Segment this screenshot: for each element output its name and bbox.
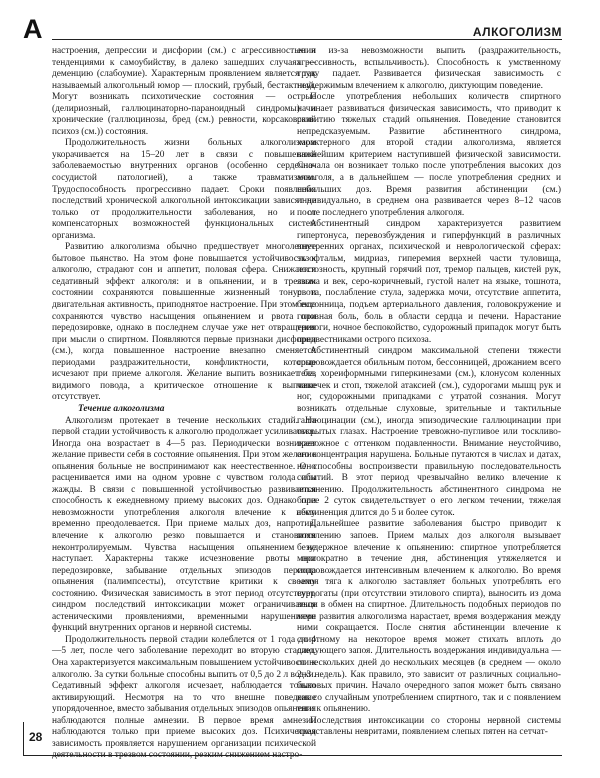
right-column: [297, 46, 561, 739]
page-number-divider: [23, 722, 24, 755]
paragraph: После употребления небольших количеств спиртного начинает развиваться физическая зависимость, что приводит к развитию тяжелых стадий опьянения. Поведение становится непредсказуемым. Развитие абстинентного синдрома, характерного для второй стадии алкоголизма, является важнейшим критерием наступившей физической зависимости. Сначала он возникает только после употребления высоких доз алкоголя, а в дальнейшем — после употребления средних и небольших доз. Время развития абстиненции (см.) индивидуально, в среднем она развивается через 8–12 часов после последнего употребления алкоголя.: [297, 92, 561, 218]
footer-rule: [23, 755, 562, 756]
paragraph: настроения, депрессии и дисфории (см.) с агрессивностью и тенденциями к самоубийству, в далеко зашедших случаях — деменцию (слабоумие). Характерным проявлением является так называемый алкогольный юмор — плоский, грубый, бестактный. Могут возникать психотические состояния — острые (делириозный, галлюцинаторно-параноидный синдромы) и хронические (галлюцинозы, бред (см.) ревности, корсаковский психоз (см.)) состояния.: [52, 46, 316, 137]
paragraph: Продолжительность первой стадии колеблется от 1 года до 4—5 лет, после чего заболевание переходит во вторую стадию. Она характеризуется максимальным повышением устойчивости к алкоголю. За сутки больные способны выпить от 0,5 до 2 л водки. Седативный эффект алкоголя исчезает, наблюдается только активирующий. Несмотря на то что внешне поведение упорядоченное, вместо забывания отдельных эпизодов опьянения наблюдаются полные амнезии. В первое время амнезии наблюдаются только при приеме высоких доз. Психическая зависимость проявляется нарушением организации психической деятельности в трезвом состоянии, резким снижением настро-: [52, 634, 316, 761]
page-number: 28: [29, 730, 43, 744]
paragraph: Последствия интоксикации со стороны нервной системы представлены невритами, появлением слепых пятен на сетчат-: [297, 715, 561, 738]
section-subheading: Течение алкоголизма: [78, 403, 165, 414]
section-letter: А: [23, 14, 43, 44]
paragraph: Продолжительность жизни больных алкоголизмом укорачивается на 15–20 лет в связи с повышенной заболеваемостью внутренних органов (особенно сердечно-сосудистой патологией), а также травматизмом. Трудоспособность прогрессивно падает. Сроки появления последствий хронической алкогольной интоксикации зависят не только от продолжительности заболевания, но и от компенсаторных возможностей функциональных систем организма.: [52, 138, 316, 241]
paragraph: Алкоголизм протекает в течение нескольких стадий. На первой стадии устойчивость к алкоголю продолжает усиливаться. Иногда она возрастает в 4—5 раз. Периодически возникает желание привести себя в состояние опьянения. При этом желание опьянения больные не воспринимают как неестественное. Оно расценивается ими на одном уровне с чувством голода или жажды. В связи с повышенной устойчивостью развивается способность к ежедневному приему высоких доз. Однако при невозможности употребления алкоголя влечение к нему временно преодолевается. При приеме малых доз, напротив, влечение к алкоголю резко повышается и становится неконтролируемым. Чувства насыщения опьянением не наступает. Характерны также исчезновение рвоты при передозировке, забывание отдельных эпизодов периода опьянения (палимпсесты), отсутствие критики к своему состоянию. Физическая зависимость в этот период отсутствует, синдром последствий интоксикации может ограничиваться астеническими проявлениями, временными нарушениями функций внутренних органов и нервной системы.: [52, 415, 316, 634]
paragraph: Абстинентный синдром максимальной степени тяжести сопровождается обильным потом, бессонницей, дрожанием всего тела, хореиформными гиперкинезами (см.), клонусом коленных чашечек и стоп, тяжелой атаксией (см.), судорогами мышц рук и ног, судорожными припадками с утратой сознания. Могут возникать отдельные слуховые, зрительные и тактильные галлюцинации (см.), иногда эпизодические галлюцинации при открытых глазах. Настроение тревожно-пугливое или тоскливо-тревожное с оттенком подавленности. Внимание неустойчиво, его концентрация нарушена. Больные путаются в числах и датах, не способны воспроизвести правильную последовательность событий. В этот период чрезвычайно велико влечение к опьянению. Продолжительность абстинентного синдрома не более 2 суток свидетельствует о его легком течении, тяжелая абстиненция длится до 5 и более суток.: [297, 346, 561, 518]
left-column: [52, 46, 316, 762]
running-header-title: АЛКОГОЛИЗМ: [472, 25, 562, 39]
paragraph: ения из-за невозможности выпить (раздражительность, агрессивность, вспыльчивость). Способность к умственному труду падает. Развивается физическая зависимость с неудержимым влечением к алкоголю, диктующим поведение.: [297, 46, 561, 91]
paragraph: Дальнейшее развитие заболевания быстро приводит к появлению запоев. Прием малых доз алкоголя вызывает безудержное влечение к опьянению: спиртное употребляется многократно в течение дня, абстиненция утяжеляется и сопровождается интенсивным влечением к алкоголю. Во время запоя тяга к алкоголю заставляет больных употреблять его суррогаты (при отсутствии этилового спирта), выносить из дома вещи в обмен на спиртное. Длительность подобных периодов по мере развития алкоголизма нарастает, время воздержания между ними сокращается. После снятия абстиненции влечение к спиртному на некоторое время может стихать вплоть до следующего запоя. Длительность воздержания индивидуальна — от нескольких дней до нескольких месяцев (в среднем — около 2–3 недель). Как правило, это зависит от различных социально-бытовых причин. Начало очередного запоя может быть связано как со случайным употреблением спиртного, так и с появлением тяги к опьянению.: [297, 519, 561, 715]
header-rule: [52, 39, 562, 40]
paragraph: Абстинентный синдром характеризуется развитием гипертонуса, перевозбуждения и гиперфункций в различных внутренних органах, психической и неврологической сферах: экзофтальм, мидриаз, гиперемия верхней части туловища, пастозность, крупный горячий пот, тремор пальцев, кистей рук, языка и век, серо-коричневый, густой налет на языке, тошнота, рвота, послабление стула, задержка мочи, отсутствие аппетита, бессонница, подъем артериального давления, головокружение и головная боль, боль в области сердца и печени. Нарастание тревоги, ночное беспокойство, судорожный припадок могут быть предвестниками острого психоза.: [297, 219, 561, 345]
paragraph: Развитию алкоголизма обычно предшествует многолетнее бытовое пьянство. На этом фоне повышается устойчивость к алкоголю, страдают сон и аппетит, половая сфера. Снижается седативный эффект алкоголя: и в опьянении, и в трезвом состоянии сохраняются повышенные жизненный тонус и двигательная активность, приподнятое настроение. При этом еще сохраняются чувство насыщения опьянением и рвота при передозировке, однако в последнем случае уже нет отвращения при мысли о спиртном. Появляются первые признаки дисфории (см.), когда повышенное настроение внезапно сменяется периодами раздражительности, конфликтности, которые исчезают при приеме алкоголя. Желание выпить возникает без видимого повода, а критическое отношение к выпивке отсутствует.: [52, 242, 316, 403]
